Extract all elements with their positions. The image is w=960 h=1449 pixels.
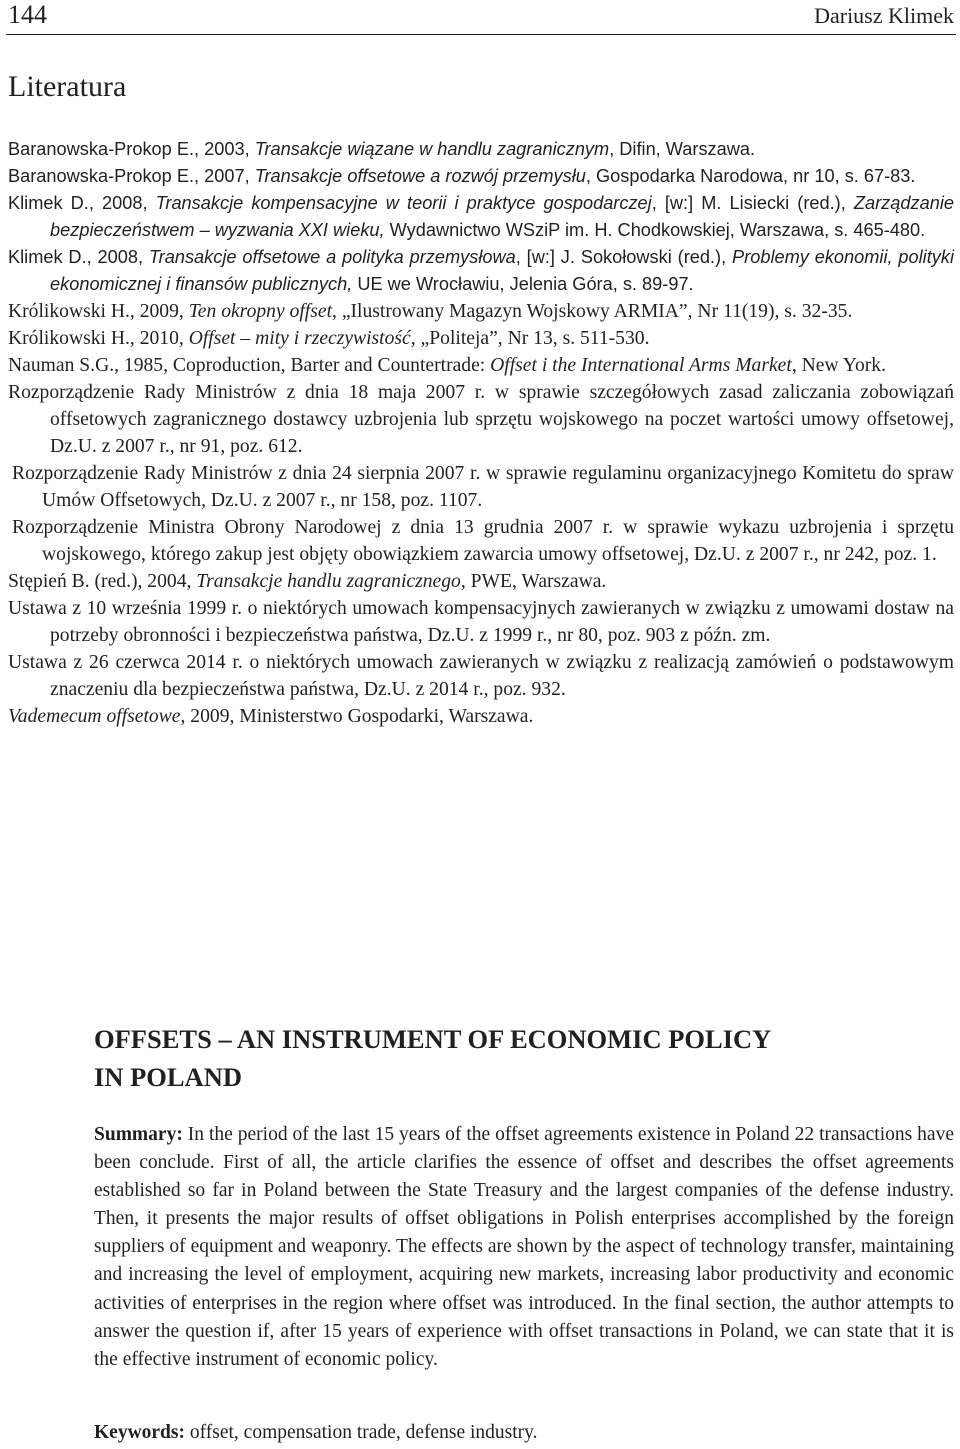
running-author: Dariusz Klimek	[814, 3, 954, 28]
reference-item	[8, 460, 954, 514]
reference-item	[8, 649, 954, 703]
summary-label: Summary:	[94, 1124, 183, 1145]
reference-text: Rozporządzenie Rady Ministrów z dnia 18 maja 2007 r. w sprawie szczegółowych zasad zaliczania zobowiązań offsetowych zagranicznego dostawcy uzbrojenia lub sprzętu wojskowego na poczet wartości umowy offsetowej, Dz.U. z 2007 r., nr 91, poz. 612.	[8, 382, 954, 457]
reference-text: Ustawa z 26 czerwca 2014 r. o niektórych umowach zawieranych w związku z realizacją zamówień o podstawowym znaczeniu dla bezpieczeństwa państwa, Dz.U. z 2014 r., poz. 932.	[8, 652, 954, 700]
reference-text: , Difin, Warszawa.	[609, 139, 756, 159]
page-header	[0, 0, 960, 36]
reference-text: , [w:] J. Sokołowski (red.),	[515, 247, 733, 267]
reference-title: Zarządzanie bezpieczeństwem – wyzwania XXI wieku,	[50, 193, 954, 240]
reference-text: , PWE, Warszawa.	[460, 571, 607, 592]
english-title-line2: IN POLAND	[94, 1062, 242, 1092]
reference-item	[8, 298, 954, 325]
english-title	[94, 1020, 771, 1096]
reference-text: Rozporządzenie Rady Ministrów z dnia 24 sierpnia 2007 r. w sprawie regulaminu organizacyjnego Komitetu do spraw Umów Offsetowych, Dz.U. z 2007 r., nr 158, poz. 1107.	[12, 463, 954, 511]
reference-text: Nauman S.G., 1985, Coproduction, Barter and Countertrade:	[8, 355, 491, 376]
reference-text: Klimek D., 2008,	[8, 247, 149, 267]
reference-text: , 2009, Ministerstwo Gospodarki, Warszawa.	[180, 706, 534, 727]
keywords-line	[94, 1422, 538, 1444]
reference-text: , [w:] M. Lisiecki (red.),	[651, 193, 854, 213]
reference-text: Klimek D., 2008,	[8, 193, 156, 213]
reference-item	[8, 595, 954, 649]
literature-heading: Literatura	[8, 70, 127, 103]
reference-text: , „Ilustrowany Magazyn Wojskowy ARMIA”, Nr 11(19), s. 32-35.	[332, 301, 853, 322]
reference-title: Transakcje wiązane w handlu zagranicznym	[254, 139, 610, 159]
reference-text: Królikowski H., 2009,	[8, 301, 189, 322]
reference-item	[8, 703, 954, 730]
reference-text: Wydawnictwo WSziP im. H. Chodkowskiej, Warszawa, s. 465-480.	[384, 220, 926, 240]
reference-title: Transakcje offsetowe a polityka przemysłowa	[148, 247, 516, 267]
reference-item	[8, 379, 954, 460]
reference-text: Baranowska-Prokop E., 2007,	[8, 166, 255, 186]
reference-item	[8, 325, 954, 352]
reference-title: Vademecum offsetowe	[8, 706, 181, 727]
reference-title: Transakcje kompensacyjne w teorii i praktyce gospodarczej	[155, 193, 652, 213]
reference-item	[8, 136, 954, 163]
reference-text: UE we Wrocławiu, Jelenia Góra, s. 89-97.	[352, 274, 694, 294]
summary-text: In the period of the last 15 years of the offset agreements existence in Poland 22 transactions have been conclude. First of all, the article clarifies the essence of offset and describes the offset agreements established so far in Poland between the State Treasury and the largest companies of the defense industry. Then, it presents the major results of offset obligations in Polish enterprises accomplished by the foreign suppliers of equipment and weaponry. The effects are shown by the aspect of technology transfer, maintaining and increasing the level of employment, acquiring new markets, increasing labor productivity and economic activities of enterprises in the region where offset was introduced. In the final section, the author attempts to answer the question if, after 15 years of experience with offset transactions in Poland, we can state that it is the effective instrument of economic policy.	[94, 1124, 954, 1370]
reference-item	[8, 163, 954, 190]
reference-text: , Gospodarka Narodowa, nr 10, s. 67-83.	[585, 166, 916, 186]
reference-title: Offset – mity i rzeczywistość	[188, 328, 411, 349]
reference-item	[8, 190, 954, 244]
keywords-label: Keywords:	[94, 1422, 185, 1443]
reference-title: Transakcje offsetowe a rozwój przemysłu	[254, 166, 586, 186]
keywords-text: offset, compensation trade, defense industry.	[185, 1422, 538, 1443]
reference-item	[8, 244, 954, 298]
english-title-line1: OFFSETS – AN INSTRUMENT OF ECONOMIC POLICY	[94, 1024, 772, 1054]
reference-item	[8, 568, 954, 595]
reference-text: , „Politeja”, Nr 13, s. 511-530.	[410, 328, 650, 349]
reference-text: Baranowska-Prokop E., 2003,	[8, 139, 255, 159]
summary-paragraph	[94, 1121, 954, 1374]
reference-item	[8, 514, 954, 568]
reference-text: Rozporządzenie Ministra Obrony Narodowej z dnia 13 grudnia 2007 r. w sprawie wykazu uzbrojenia i sprzętu wojskowego, którego zakup jest objęty obowiązkiem zawarcia umowy offsetowej, Dz.U. z 2007 r., nr 242, poz. 1.	[12, 517, 954, 565]
reference-text: , New York.	[791, 355, 886, 376]
reference-text: Królikowski H., 2010,	[8, 328, 189, 349]
reference-title: Ten okropny offset	[188, 301, 333, 322]
reference-text: Stępień B. (red.), 2004,	[8, 571, 197, 592]
page-number: 144	[8, 0, 47, 29]
reference-item	[8, 352, 954, 379]
reference-title: Problemy ekonomii, polityki ekonomicznej i finansów publicznych,	[50, 247, 955, 294]
references-list	[8, 136, 954, 730]
reference-text: Ustawa z 10 września 1999 r. o niektórych umowach kompensacyjnych zawieranych w związku z umowami dostaw na potrzeby obronności i bezpieczeństwa państwa, Dz.U. z 1999 r., nr 80, poz. 903 z późn. zm.	[8, 598, 954, 646]
reference-title: Transakcje handlu zagranicznego	[196, 571, 461, 592]
reference-title: Offset i the International Arms Market	[490, 355, 792, 376]
header-rule	[6, 34, 956, 35]
